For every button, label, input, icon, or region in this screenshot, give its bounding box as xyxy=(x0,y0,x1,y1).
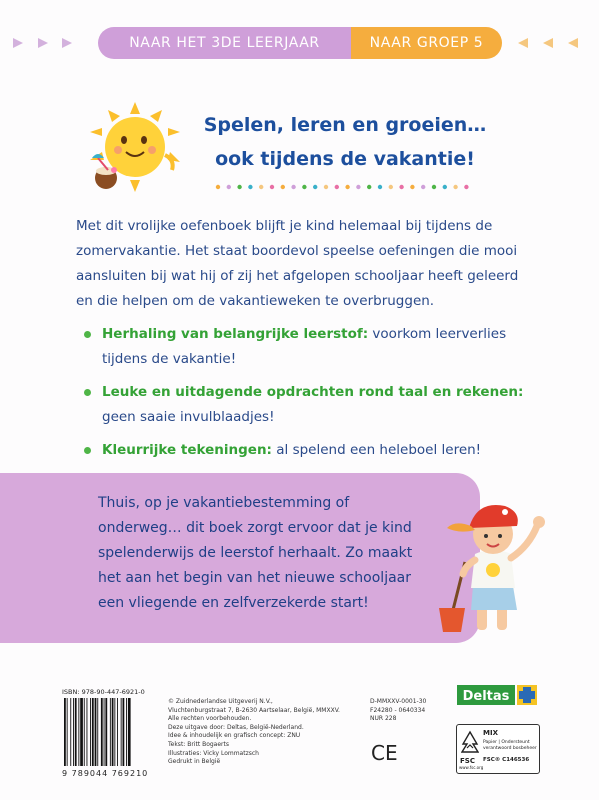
barcode-bar xyxy=(110,698,111,766)
divider-dot xyxy=(432,185,436,189)
product-codes xyxy=(370,698,426,724)
headline-line-1: Spelen, leren en groeien… xyxy=(203,114,487,136)
dotted-divider xyxy=(214,184,474,190)
feature-text: voorkom leerverlies tijdens de vakantie! xyxy=(102,326,507,367)
headline-line-2: ook tijdens de vakantie! xyxy=(215,148,475,170)
legal-line: Tekst: Britt Bogaerts xyxy=(168,740,229,748)
fsc-mix: MIX xyxy=(483,729,498,737)
divider-dot xyxy=(237,185,241,189)
intro-paragraph: Met dit vrolijke oefenboek blijft je kind helemaal bij tijdens de zomervakantie. Het staat boordevol speelse oefeningen die mooi aansluiten bij wat hij of zij het afgelopen schooljaar heeft geleerd en die helpen om de vakantieweken te overbruggen. xyxy=(76,218,519,309)
barcode-bar xyxy=(73,698,74,766)
barcode-bar xyxy=(114,698,115,766)
legal-line: © Zuidnederlandse Uitgeverij N.V., xyxy=(168,698,273,705)
barcode-bar xyxy=(80,698,83,766)
feature-text: al spelend een heleboel leren! xyxy=(271,442,482,458)
legal-info xyxy=(168,698,348,767)
barcode-bar xyxy=(92,698,94,766)
fsc-line-2: verantwoord bosbeheer xyxy=(483,746,537,751)
feature-text: geen saaie invulblaadjes! xyxy=(102,409,275,425)
legal-line: Vluchtenburgstraat 7, B-2630 Aartselaar, België, MMXXV. xyxy=(168,706,340,714)
product-code: NUR 228 xyxy=(370,715,397,723)
divider-dot xyxy=(345,185,349,189)
legal-line: Illustraties: Vicky Lommatzsch xyxy=(168,749,259,757)
barcode-bar xyxy=(105,698,107,766)
divider-dot xyxy=(313,185,317,189)
barcode-bar xyxy=(104,698,105,766)
fsc-code: FSC® C146536 xyxy=(483,757,530,763)
feature-highlight: Herhaling van belangrijke leerstof: xyxy=(102,326,369,342)
ce-mark: CE xyxy=(371,741,398,765)
feature-item xyxy=(82,380,542,430)
barcode-bar xyxy=(75,698,77,766)
grade-label-nl: NAAR GROEP 5 xyxy=(351,27,502,59)
fsc-tree-icon xyxy=(461,730,479,756)
divider-dot xyxy=(410,185,414,189)
divider-dot xyxy=(367,185,371,189)
fsc-site: www.fsc.org xyxy=(459,765,484,770)
barcode-bar xyxy=(112,698,114,766)
legal-line: Idee & inhoudelijk en grafisch concept: ZNU xyxy=(168,732,301,740)
divider-dot xyxy=(421,185,425,189)
barcode-bar xyxy=(97,698,98,766)
brand-name: Deltas xyxy=(462,689,510,704)
purple-panel-text: Thuis, op je vakantiebestemming of onderweg… dit boek zorgt ervoor dat je kind spelenderwijs de leerstof herhaalt. Zo maakt het aan het begin van het nieuwe schooljaar een vliegende en zelfverzekerde start! xyxy=(98,495,413,611)
barcode-bar xyxy=(121,698,122,766)
divider-dot xyxy=(281,185,285,189)
feature-highlight: Kleurrijke tekeningen: xyxy=(102,442,272,458)
legal-line: Gedrukt in België xyxy=(168,758,221,766)
barcode-bar xyxy=(78,698,79,766)
isbn: ISBN: 978-90-447-6921-0 xyxy=(62,688,145,696)
divider-dot xyxy=(399,185,403,189)
product-code: F24280 - 0640334 xyxy=(370,706,426,714)
divider-dot xyxy=(324,185,328,189)
barcode-bar xyxy=(70,698,71,766)
barcode-bar xyxy=(126,698,127,766)
barcode-bar xyxy=(64,698,66,766)
barcode-bar xyxy=(117,698,118,766)
legal-line: Alle rechten voorbehouden. xyxy=(168,715,252,723)
barcode-bar xyxy=(95,698,97,766)
bullet-dot-icon xyxy=(84,389,91,396)
divider-dot xyxy=(259,185,263,189)
boy-with-shovel-illustration xyxy=(425,490,555,640)
bullet-dot-icon xyxy=(84,447,91,454)
divider-dot xyxy=(378,185,382,189)
divider-dot xyxy=(302,185,306,189)
bullet-dot-icon xyxy=(84,331,91,338)
grade-label-be: NAAR HET 3DE LEERJAAR xyxy=(98,27,351,59)
product-code: D-MMXXV-0001-30 xyxy=(370,698,427,705)
barcode-bar xyxy=(67,698,68,766)
divider-dot xyxy=(356,185,360,189)
fsc-line-1: Papier | Ondersteunt xyxy=(483,740,530,745)
divider-dot xyxy=(389,185,393,189)
fsc-logo-text: FSC xyxy=(460,757,475,765)
fsc-label xyxy=(456,724,540,774)
barcode-bar xyxy=(101,698,103,766)
barcode-bar xyxy=(87,698,88,766)
barcode-bar xyxy=(84,698,85,766)
feature-list xyxy=(82,322,542,471)
feature-item xyxy=(82,322,542,372)
sun-illustration xyxy=(80,100,190,200)
divider-dot xyxy=(464,185,468,189)
barcode-bar xyxy=(123,698,125,766)
barcode-bar xyxy=(128,698,131,766)
feature-highlight: Leuke en uitdagende opdrachten rond taal en rekenen: xyxy=(102,384,524,400)
divider-dot xyxy=(453,185,457,189)
headline xyxy=(185,108,505,176)
feature-item xyxy=(82,438,542,463)
deltas-logo xyxy=(457,683,537,707)
divider-dot xyxy=(270,185,274,189)
legal-line: Deze uitgave door: Deltas, België-Nederland. xyxy=(168,723,304,731)
barcode xyxy=(62,698,152,768)
divider-dot xyxy=(443,185,447,189)
divider-dot xyxy=(216,185,220,189)
barcode-number: 9 789044 769210 xyxy=(62,769,149,778)
divider-dot xyxy=(227,185,231,189)
divider-dot xyxy=(248,185,252,189)
barcode-bar xyxy=(90,698,91,766)
divider-dot xyxy=(335,185,339,189)
divider-dot xyxy=(291,185,295,189)
